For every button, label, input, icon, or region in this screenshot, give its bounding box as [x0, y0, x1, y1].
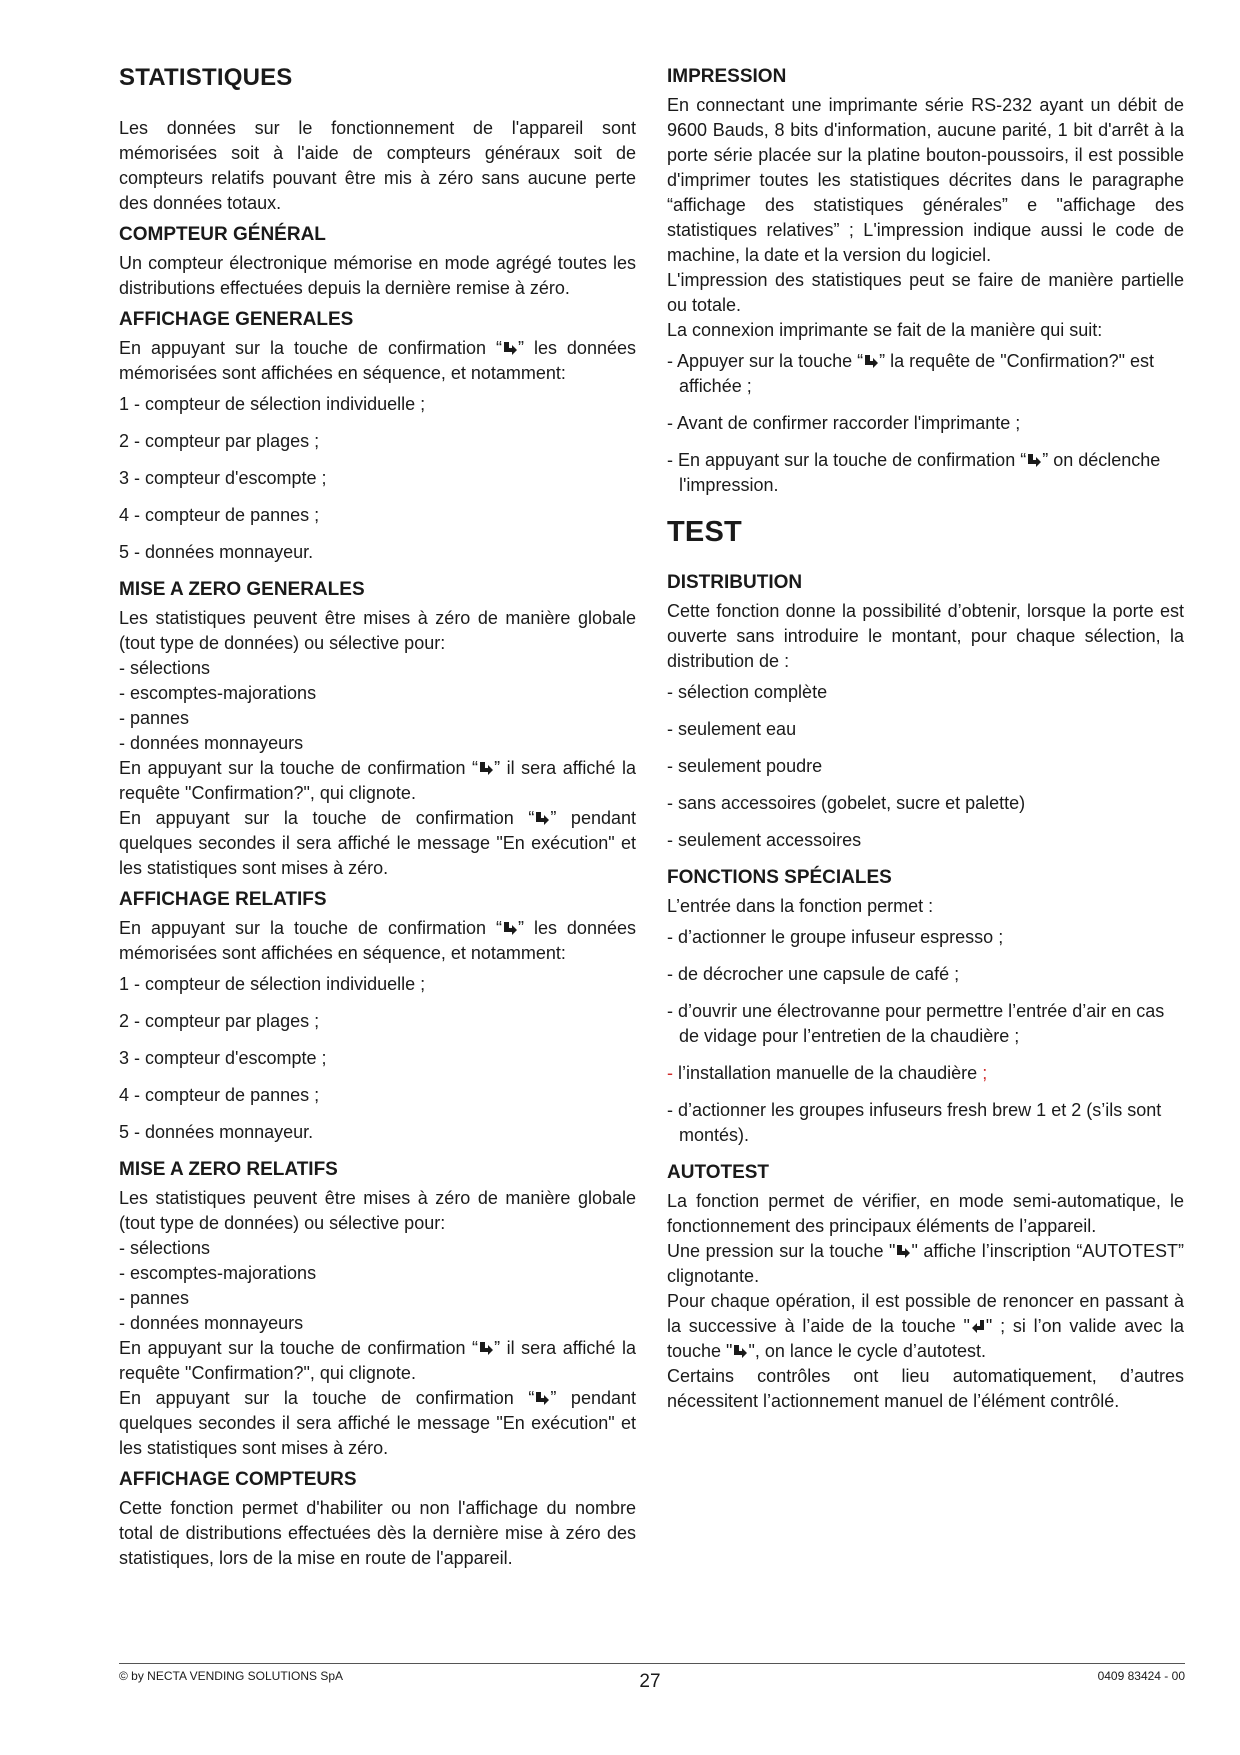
page-number: 27: [639, 1671, 661, 1692]
mise-a-zero-generales-text: Les statistiques peuvent être mises à zéro de manière globale (tout type de données) ou sélective pour:: [119, 608, 636, 653]
list-item: - escomptes-majorations: [119, 1263, 317, 1283]
back-arrow-icon: [970, 1318, 986, 1334]
list-item: - de décrocher une capsule de café ;: [667, 964, 960, 984]
list-item: - seulement eau: [667, 719, 797, 739]
list-item: - sans accessoires (gobelet, sucre et palette): [667, 793, 1026, 813]
autotest-text-4: Certains contrôles ont lieu automatiquement, d’autres nécessitent l’actionnement manuel de l’élément contrôlé.: [667, 1366, 1184, 1411]
heading-affichage-generales: AFFICHAGE GENERALES: [119, 309, 354, 330]
enter-arrow-icon: [732, 1343, 748, 1359]
mise-a-zero-generales-execute: En appuyant sur la touche de confirmation “ ” pendant quelques secondes il sera affiché le message "En exécution" et les statistiques sont mises à zéro.: [119, 808, 636, 878]
list-item: 2 - compteur par plages ;: [119, 431, 320, 451]
list-item: 1 - compteur de sélection individuelle ;: [119, 394, 426, 414]
list-item: 2 - compteur par plages ;: [119, 1011, 320, 1031]
list-item: - sélections: [119, 658, 211, 678]
footer-divider: [119, 1663, 1185, 1664]
list-item: - données monnayeurs: [119, 733, 304, 753]
enter-arrow-icon: [863, 353, 879, 369]
mise-a-zero-relatifs-text: Les statistiques peuvent être mises à zéro de manière globale (tout type de données) ou sélective pour:: [119, 1188, 636, 1233]
heading-autotest: AUTOTEST: [667, 1162, 770, 1183]
enter-arrow-icon: [502, 340, 518, 356]
heading-affichage-compteurs: AFFICHAGE COMPTEURS: [119, 1469, 357, 1490]
list-item: 4 - compteur de pannes ;: [119, 1085, 320, 1105]
impression-text: En connectant une imprimante série RS-232 ayant un débit de 9600 Bauds, 8 bits d'information, aucune parité, 1 bit d'arrêt à la porte série placée sur la platine bouton-poussoirs, il est possible d'imprimer toutes les statistiques décrites dans le paragraphe “affichage des statistiques générales” e "affichage des statistiques relatives” ; L'impression indique aussi le code de machine, la date et la version du logiciel.: [667, 95, 1184, 265]
heading-fonctions-speciales: FONCTIONS SPÉCIALES: [667, 867, 892, 888]
heading-mise-a-zero-generales: MISE A ZERO GENERALES: [119, 579, 365, 600]
autotest-text-1: La fonction permet de vérifier, en mode semi-automatique, le fonctionnement des principaux éléments de l’appareil.: [667, 1191, 1184, 1236]
list-item: 4 - compteur de pannes ;: [119, 505, 320, 525]
mise-a-zero-generales-confirm: En appuyant sur la touche de confirmation “ ” il sera affiché la requête "Confirmation?", qui clignote.: [119, 758, 636, 803]
list-item: 3 - compteur d'escompte ;: [119, 1048, 327, 1068]
enter-arrow-icon: [502, 920, 518, 936]
list-item: 5 - données monnayeur.: [119, 1122, 314, 1142]
autotest-text-2: Une pression sur la touche " " affiche l’inscription “AUTOTEST” clignotante.: [667, 1241, 1184, 1286]
affichage-relatifs-text: En appuyant sur la touche de confirmation “ ” les données mémorisées sont affichées en séquence, et notamment:: [119, 918, 636, 963]
impression-text-2: L'impression des statistiques peut se faire de manière partielle ou totale.: [667, 270, 1184, 315]
list-item: - d’ouvrir une électrovanne pour permettre l’entrée d’air en cas de vidage pour l’entretien de la chaudière ;: [667, 1001, 1165, 1046]
enter-arrow-icon: [534, 810, 550, 826]
autotest-text-3: Pour chaque opération, il est possible de renoncer en passant à la successive à l’aide de la touche " " ; si l’on valide avec la touche " ", on lance le cycle d’autotest.: [667, 1291, 1184, 1361]
list-item: - seulement accessoires: [667, 830, 862, 850]
list-item: 5 - données monnayeur.: [119, 542, 314, 562]
impression-text-3: La connexion imprimante se fait de la manière qui suit:: [667, 320, 1103, 340]
section-title-statistiques: STATISTIQUES: [119, 64, 293, 91]
list-item-installation: - l’installation manuelle de la chaudière ;: [667, 1063, 988, 1083]
affichage-compteurs-text: Cette fonction permet d'habiliter ou non l'affichage du nombre total de distributions effectuées dès la dernière mise à zéro des statistiques, lors de la mise en route de l'appareil.: [119, 1498, 636, 1568]
list-item: - sélections: [119, 1238, 211, 1258]
heading-compteur-general: COMPTEUR GÉNÉRAL: [119, 224, 326, 245]
enter-arrow-icon: [1026, 452, 1042, 468]
impression-step-2: - Avant de confirmer raccorder l'imprimante ;: [667, 413, 1021, 433]
enter-arrow-icon: [478, 760, 494, 776]
impression-step-1: - Appuyer sur la touche “ ” la requête de "Confirmation?" est affichée ;: [667, 351, 1155, 396]
mise-a-zero-relatifs-execute: En appuyant sur la touche de confirmation “ ” pendant quelques secondes il sera affiché le message "En exécution" et les statistiques sont mises à zéro.: [119, 1388, 636, 1458]
enter-arrow-icon: [534, 1390, 550, 1406]
list-item: - sélection complète: [667, 682, 828, 702]
list-item: - pannes: [119, 708, 190, 728]
footer-copyright: © by NECTA VENDING SOLUTIONS SpA: [119, 1669, 344, 1683]
fonctions-speciales-text: L’entrée dans la fonction permet :: [667, 896, 934, 916]
list-item: - pannes: [119, 1288, 190, 1308]
list-item: - escomptes-majorations: [119, 683, 317, 703]
right-column: [667, 64, 1184, 1420]
section-title-test: TEST: [667, 516, 742, 548]
intro-paragraph: Les données sur le fonctionnement de l'appareil sont mémorisées soit à l'aide de compteurs généraux soit de compteurs relatifs pouvant être mis à zéro sans aucune perte des données totaux.: [119, 118, 636, 213]
compteur-general-text: Un compteur électronique mémorise en mode agrégé toutes les distributions effectuées depuis la dernière remise à zéro.: [119, 253, 636, 298]
left-column: [119, 62, 636, 1577]
list-item: - seulement poudre: [667, 756, 823, 776]
heading-mise-a-zero-relatifs: MISE A ZERO RELATIFS: [119, 1159, 338, 1180]
list-item: - d’actionner le groupe infuseur espresso ;: [667, 927, 1004, 947]
heading-affichage-relatifs: AFFICHAGE RELATIFS: [119, 889, 327, 910]
distribution-text: Cette fonction donne la possibilité d’obtenir, lorsque la porte est ouverte sans introduire le montant, pour chaque sélection, la distribution de :: [667, 601, 1184, 671]
document-code: 0409 83424 - 00: [1097, 1669, 1185, 1683]
list-item: - données monnayeurs: [119, 1313, 304, 1333]
heading-impression: IMPRESSION: [667, 66, 787, 87]
impression-step-3: - En appuyant sur la touche de confirmation “ ” on déclenche l'impression.: [667, 450, 1161, 495]
list-item: 3 - compteur d'escompte ;: [119, 468, 327, 488]
list-item: 1 - compteur de sélection individuelle ;: [119, 974, 426, 994]
heading-distribution: DISTRIBUTION: [667, 572, 803, 593]
mise-a-zero-relatifs-confirm: En appuyant sur la touche de confirmation “ ” il sera affiché la requête "Confirmation?", qui clignote.: [119, 1338, 636, 1383]
affichage-generales-text: En appuyant sur la touche de confirmation “ ” les données mémorisées sont affichées en séquence, et notamment:: [119, 338, 636, 383]
enter-arrow-icon: [895, 1243, 911, 1259]
enter-arrow-icon: [478, 1340, 494, 1356]
list-item: - d’actionner les groupes infuseurs fresh brew 1 et 2 (s’ils sont montés).: [667, 1100, 1162, 1145]
